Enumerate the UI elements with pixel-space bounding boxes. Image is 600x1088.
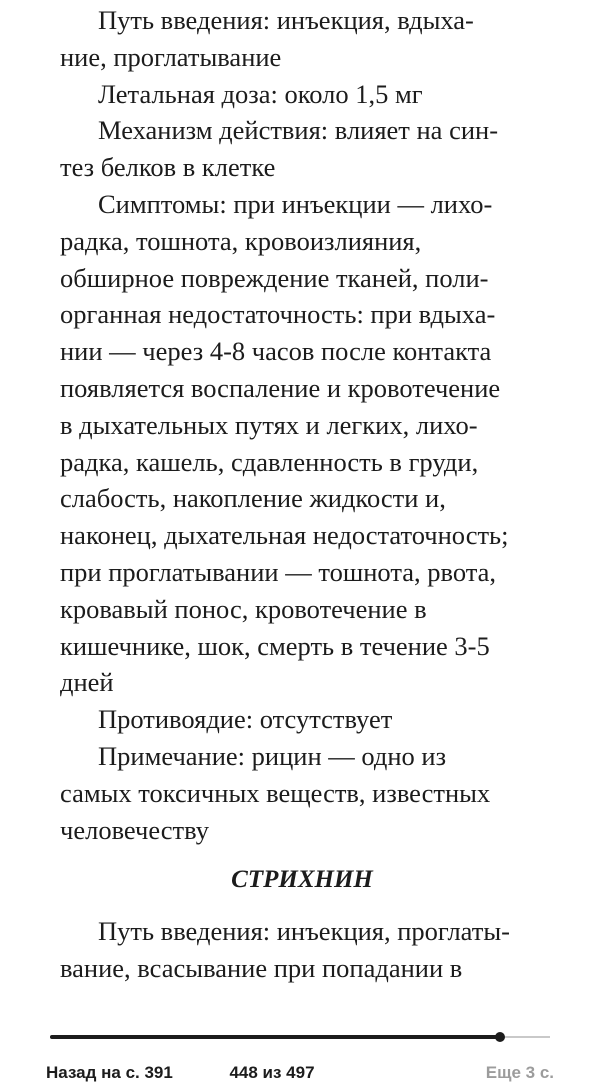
- text-line: наконец, дыхательная недостаточность;: [60, 520, 509, 551]
- text-line: Путь введения: инъекция, проглаты-: [98, 916, 510, 947]
- book-page: [60, 2, 544, 987]
- text-line: Путь введения: инъекция, вдыха-: [98, 5, 474, 35]
- text-line: Механизм действия: влияет на син-: [98, 115, 499, 146]
- text-line: слабость, накопление жидкости и,: [60, 483, 446, 514]
- reading-progress-slider[interactable]: [50, 1032, 550, 1042]
- text-line: при проглатывании — тошнота, рвота,: [60, 556, 497, 587]
- text-line: тез белков в клетке: [60, 152, 276, 183]
- text-line: самых токсичных веществ, известных: [60, 777, 491, 808]
- text-line: радка, кашель, сдавленность в груди,: [60, 446, 479, 477]
- text-line: кишечнике, шок, смерть в течение 3-5: [60, 630, 490, 661]
- text-line: органная недостаточность: при вдыха-: [60, 299, 496, 330]
- text-line: кровавый понос, кровотечение в: [60, 593, 427, 624]
- text-line: вание, всасывание при попадании в: [60, 952, 463, 983]
- text-line: Летальная доза: около 1,5 мг: [98, 78, 423, 109]
- paragraph-lethal-dose: [60, 76, 544, 113]
- text-line: Примечание: рицин — одно из: [98, 740, 447, 771]
- progress-handle[interactable]: [495, 1032, 505, 1042]
- text-line: ние, проглатывание: [60, 41, 282, 72]
- section-heading: СТРИХНИН: [231, 866, 373, 894]
- text-line: появляется воспаление и кровотечение: [60, 372, 501, 403]
- text-line: радка, тошнота, кровоизлияния,: [60, 225, 422, 256]
- text-line: дней: [60, 667, 114, 698]
- text-line: обширное повреждение тканей, поли-: [60, 262, 489, 293]
- text-line: в дыхательных путях и легких, лихо-: [60, 409, 478, 440]
- paragraph-route-2: [60, 913, 544, 987]
- page-indicator: [46, 1063, 554, 1083]
- paragraph-symptoms: [60, 186, 544, 701]
- text-line: Противоядие: отсутствует: [98, 704, 393, 735]
- page-indicator-label: 448 из 497: [229, 1063, 315, 1082]
- text-line: Симптомы: при инъекции — лихо-: [98, 188, 493, 219]
- paragraph-note: [60, 738, 544, 848]
- back-to-page-button[interactable]: Назад на с. 391: [46, 1063, 173, 1082]
- paragraph-mechanism: [60, 112, 544, 186]
- reader-footer: [46, 1060, 554, 1086]
- text-line: человечеству: [60, 814, 209, 845]
- progress-fill: [50, 1035, 500, 1039]
- paragraph-route-1: [60, 2, 544, 76]
- paragraph-antidote: [60, 701, 544, 738]
- text-line: нии — через 4-8 часов после контакта: [60, 336, 492, 367]
- pages-remaining-label: Еще 3 с.: [485, 1063, 554, 1082]
